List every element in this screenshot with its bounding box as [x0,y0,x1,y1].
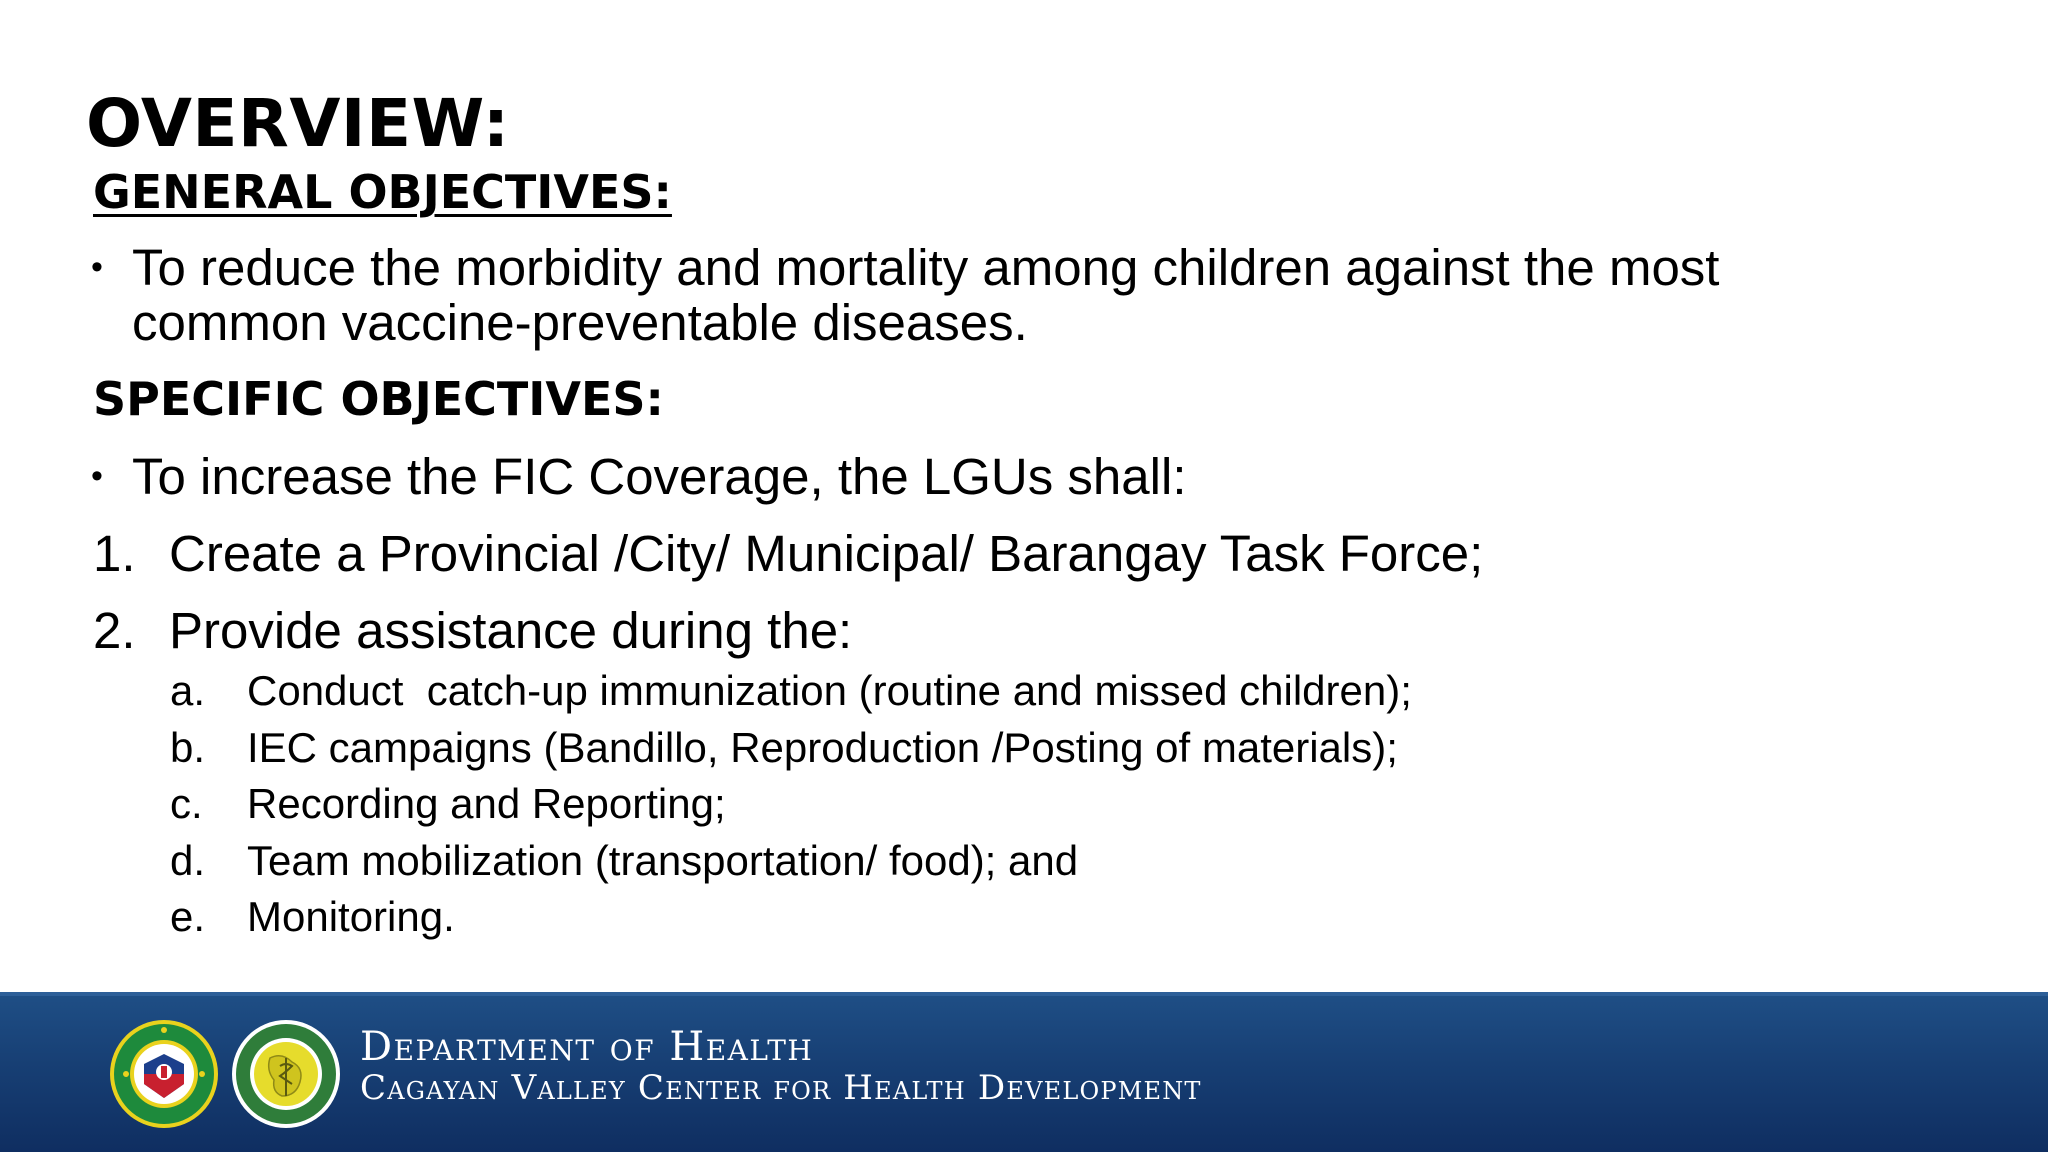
sub-item-text: Conduct catch-up immunization (routine and missed children); [247,667,1412,714]
footer-banner [0,992,2048,1152]
bullet-icon: • [91,457,103,495]
item-text: Create a Provincial /City/ Municipal/ Barangay Task Force; [169,525,1484,582]
sub-item-letter: b. [170,724,206,771]
sub-item-letter: c. [170,780,203,827]
sub-item-text: Monitoring. [247,893,455,940]
sub-item-text: Team mobilization (transportation/ food); and [247,837,1079,884]
general-objectives-heading: GENERAL OBJECTIVES: [93,165,672,219]
sub-item-letter: e. [170,893,206,940]
department-name: Department of Health [360,1024,814,1070]
bullet-icon: • [91,248,103,286]
general-objective-line-1: To reduce the morbidity and mortality among children against the most [132,239,1720,296]
general-objective-text [132,240,1832,350]
sub-item-letter: a. [170,667,206,714]
item-number: 2. [93,602,136,659]
specific-objective-text: To increase the FIC Coverage, the LGUs shall: [132,448,1187,505]
item-number: 1. [93,525,136,582]
sub-item-text: IEC campaigns (Bandillo, Reproduction /Posting of materials); [247,724,1398,771]
page-title: OVERVIEW: [86,85,510,162]
sub-item-letter: d. [170,837,206,884]
specific-objectives-heading: SPECIFIC OBJECTIVES: [93,372,664,426]
general-objective-line-2: common vaccine-preventable diseases. [132,294,1028,351]
cvchd-seal-icon [230,1018,342,1130]
item-text: Provide assistance during the: [169,602,853,659]
doh-seal-icon [108,1018,220,1130]
footer-divider [0,992,2048,996]
center-name: Cagayan Valley Center for Health Development [360,1068,1202,1108]
sub-item-text: Recording and Reporting; [247,780,726,827]
